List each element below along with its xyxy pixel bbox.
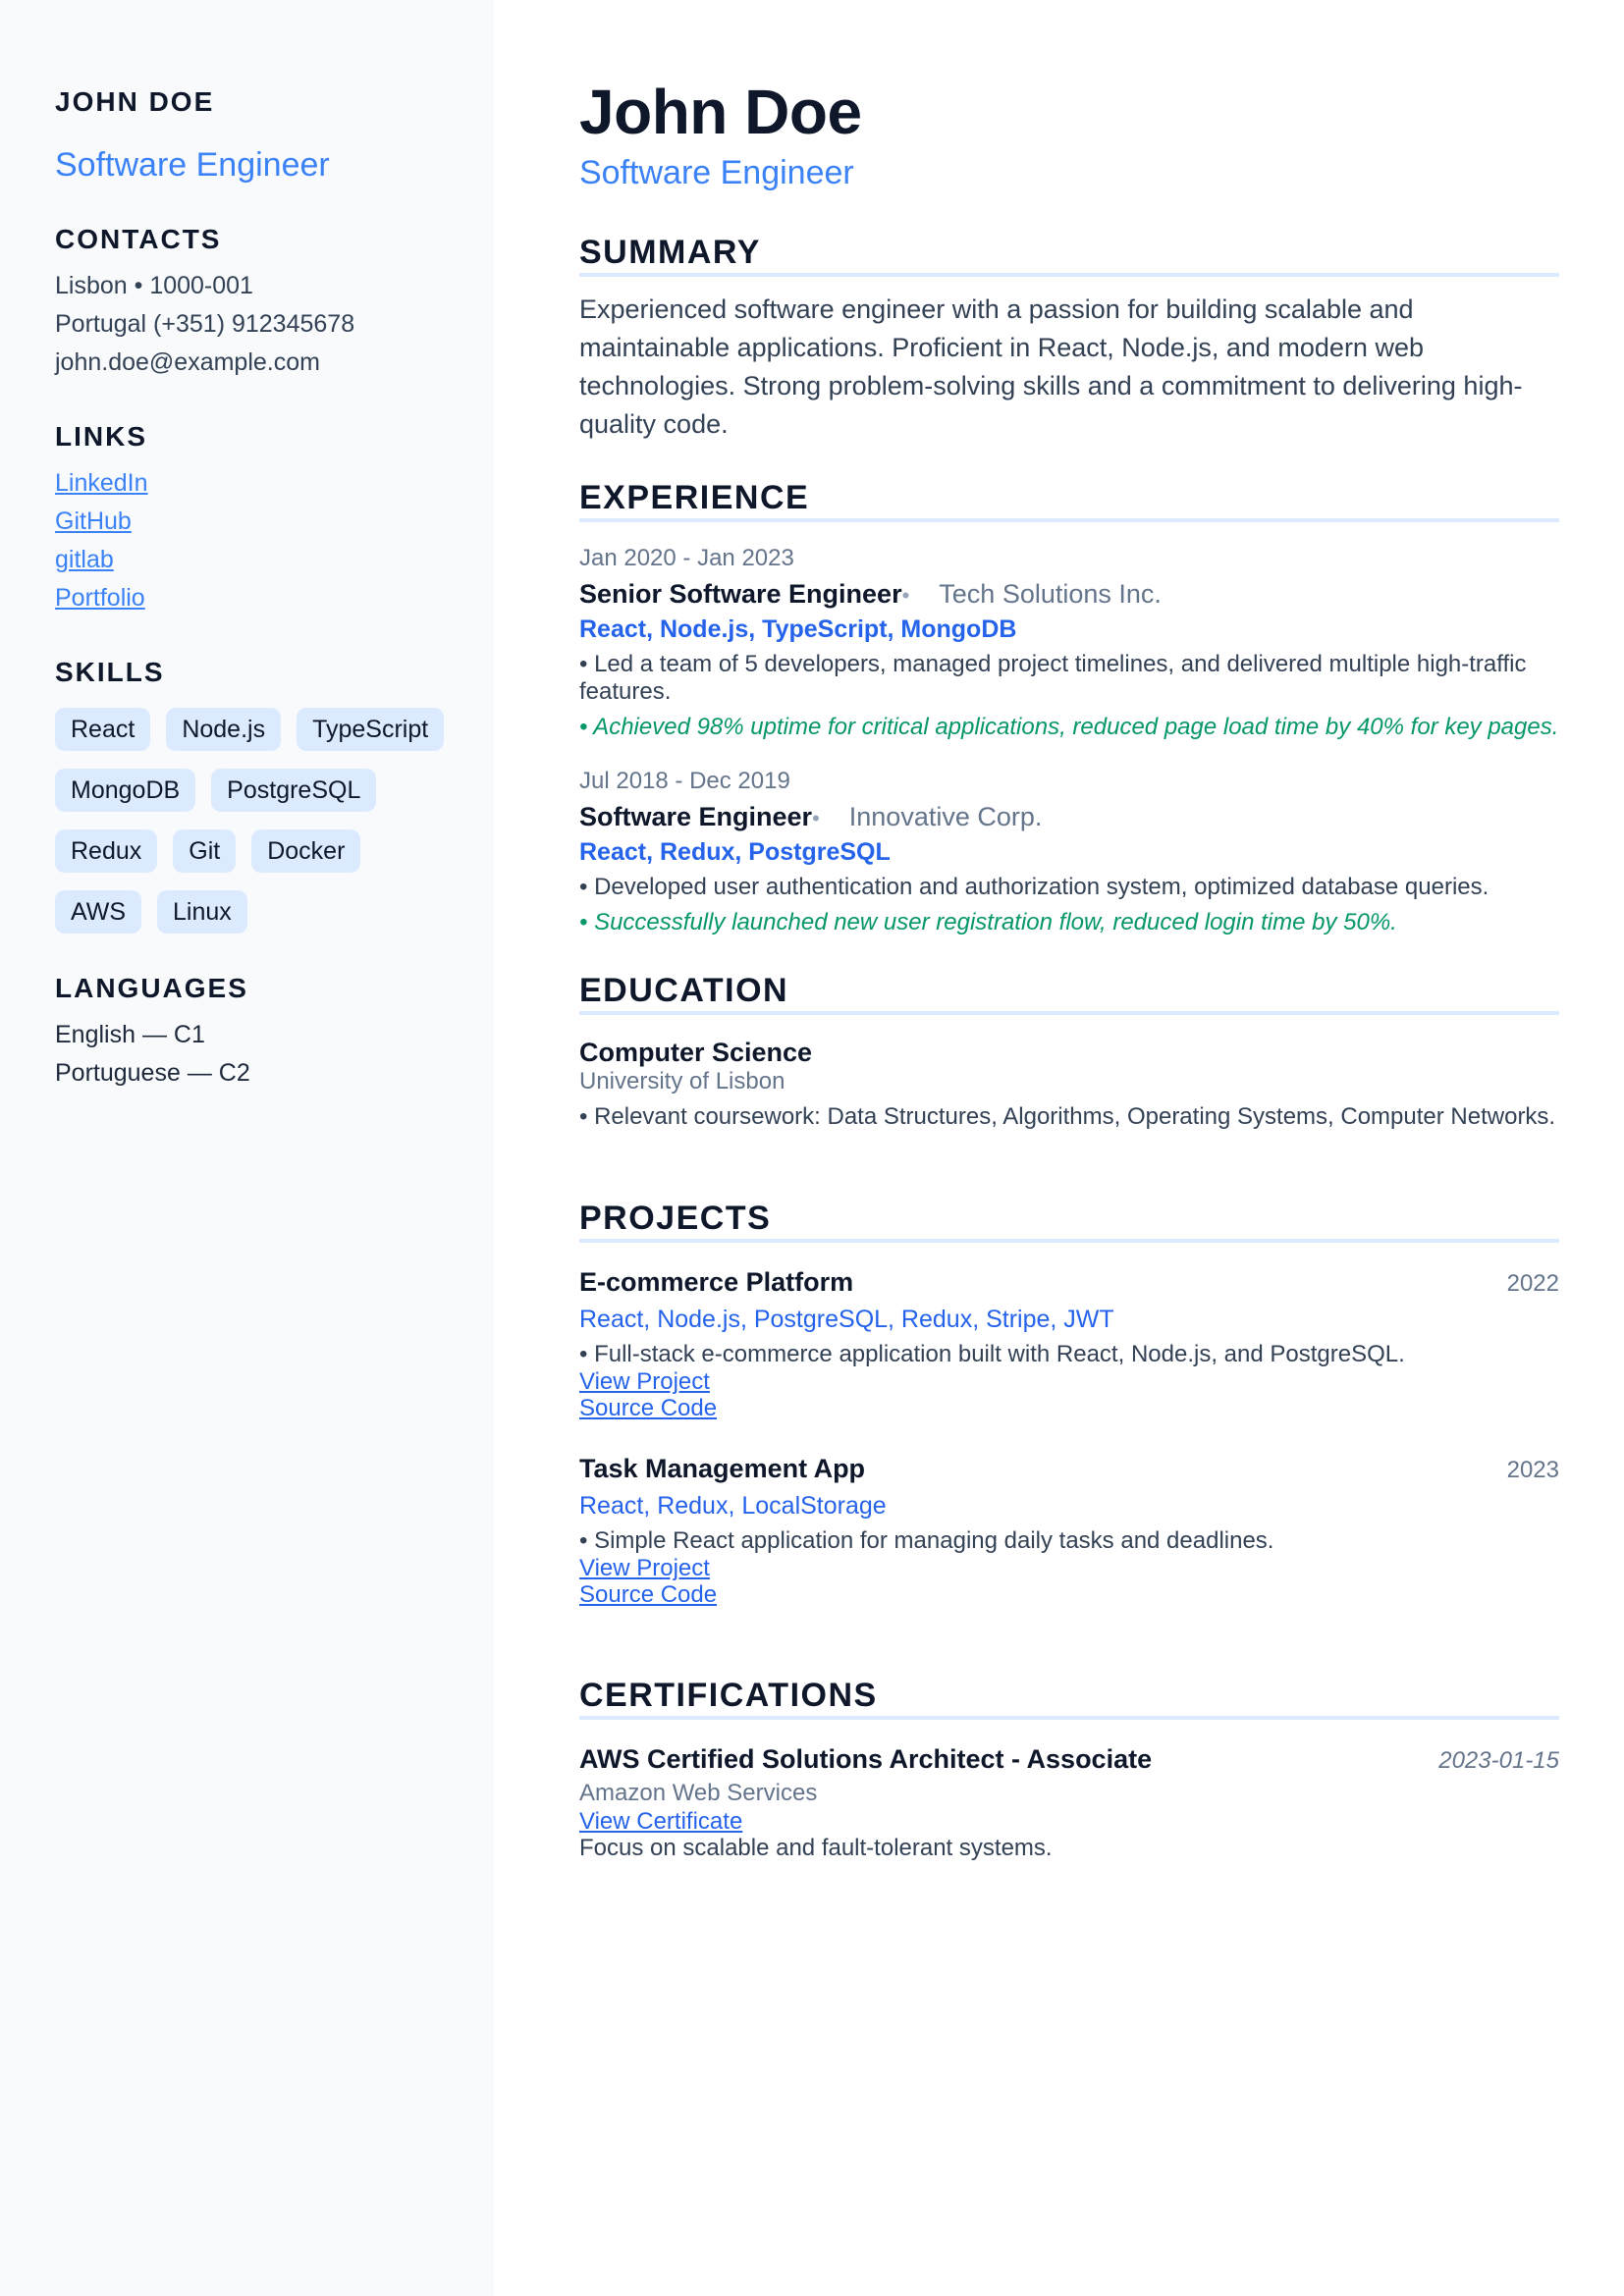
skill-tag: Linux <box>157 890 247 934</box>
contact-phone: Portugal (+351) 912345678 <box>55 310 355 338</box>
certification-entry <box>579 1741 1559 1862</box>
skill-tag: Node.js <box>166 708 281 751</box>
links-heading: LINKS <box>55 421 147 452</box>
project-tech: React, Redux, LocalStorage <box>579 1492 887 1520</box>
languages-heading: LANGUAGES <box>55 973 248 1003</box>
certification-date: 2023-01-15 <box>1438 1747 1559 1774</box>
job-dates: Jan 2020 - Jan 2023 <box>579 545 794 571</box>
languages-section <box>55 973 455 1093</box>
job-entry <box>579 544 1559 741</box>
contact-address: Lisbon • 1000-001 <box>55 272 253 299</box>
contacts-section <box>55 224 455 382</box>
view-project-link[interactable]: View Project <box>579 1368 710 1395</box>
education-school: University of Lisbon <box>579 1068 785 1095</box>
separator-dot: • <box>812 806 820 830</box>
summary-heading: SUMMARY <box>579 234 1559 277</box>
job-tech: React, Redux, PostgreSQL <box>579 838 891 866</box>
contacts-heading: CONTACTS <box>55 224 222 254</box>
job-role: Senior Software Engineer <box>579 579 902 609</box>
projects-heading: PROJECTS <box>579 1200 1559 1243</box>
job-bullet: • Developed user authentication and authorization system, optimized database queries. <box>579 874 1489 900</box>
job-title: Software Engineer <box>579 154 854 191</box>
education-bullet: • Relevant coursework: Data Structures, Algorithms, Operating Systems, Computer Networks. <box>579 1103 1556 1130</box>
page-title: John Doe <box>579 77 862 147</box>
experience-section <box>579 479 1559 936</box>
experience-heading: EXPERIENCE <box>579 479 1559 522</box>
certifications-heading: CERTIFICATIONS <box>579 1677 1559 1720</box>
main-content <box>494 0 1624 2296</box>
summary-section <box>579 234 1559 444</box>
project-bullet: • Simple React application for managing daily tasks and deadlines. <box>579 1527 1274 1554</box>
source-code-link[interactable]: Source Code <box>579 1581 718 1608</box>
project-bullet: • Full-stack e-commerce application built with React, Node.js, and PostgreSQL. <box>579 1341 1405 1367</box>
job-achievement: • Successfully launched new user registration flow, reduced login time by 50%. <box>579 909 1397 935</box>
projects-section <box>579 1200 1559 1608</box>
summary-text: Experienced software engineer with a passion for building scalable and maintainable applications. Proficient in React, Node.js, and modern web technologies. Strong problem-solving skills and a commitment to delivering high-quality code. <box>579 294 1523 439</box>
education-heading: EDUCATION <box>579 972 1559 1015</box>
sidebar-title: Software Engineer <box>55 146 330 184</box>
link-github[interactable]: GitHub <box>55 507 132 535</box>
skill-tag: React <box>55 708 150 751</box>
job-entry <box>579 767 1559 936</box>
project-year: 2023 <box>1506 1457 1559 1483</box>
job-company: Innovative Corp. <box>848 802 1043 831</box>
sidebar-name: JOHN DOE <box>55 86 215 117</box>
skill-tag: Docker <box>251 829 360 873</box>
job-achievement: • Achieved 98% uptime for critical applications, reduced page load time by 40% for key pages. <box>579 714 1559 740</box>
job-role: Software Engineer <box>579 802 813 831</box>
project-name: Task Management App <box>579 1454 866 1483</box>
skills-list <box>55 708 448 934</box>
skill-tag: AWS <box>55 890 141 934</box>
skills-section <box>55 657 455 934</box>
source-code-link[interactable]: Source Code <box>579 1395 718 1421</box>
skill-tag: MongoDB <box>55 769 195 812</box>
skill-tag: Redux <box>55 829 157 873</box>
education-degree: Computer Science <box>579 1038 813 1067</box>
skill-tag: PostgreSQL <box>211 769 376 812</box>
skills-heading: SKILLS <box>55 657 165 687</box>
job-bullet: • Led a team of 5 developers, managed project timelines, and delivered multiple high-traffic features. <box>579 651 1527 705</box>
certification-description: Focus on scalable and fault-tolerant systems. <box>579 1835 1053 1861</box>
project-entry <box>579 1264 1559 1421</box>
language-item: Portuguese — C2 <box>55 1059 250 1087</box>
job-dates: Jul 2018 - Dec 2019 <box>579 768 790 794</box>
skill-tag: TypeScript <box>297 708 444 751</box>
view-project-link[interactable]: View Project <box>579 1555 710 1581</box>
certifications-section <box>579 1677 1559 1862</box>
links-section <box>55 421 455 617</box>
project-name: E-commerce Platform <box>579 1267 854 1297</box>
project-year: 2022 <box>1506 1270 1559 1297</box>
link-gitlab[interactable]: gitlab <box>55 546 114 573</box>
job-tech: React, Node.js, TypeScript, MongoDB <box>579 615 1017 643</box>
education-section <box>579 972 1559 1131</box>
education-entry <box>579 1037 1559 1131</box>
certification-issuer: Amazon Web Services <box>579 1780 818 1806</box>
job-company: Tech Solutions Inc. <box>939 579 1162 609</box>
view-certificate-link[interactable]: View Certificate <box>579 1808 743 1835</box>
sidebar <box>0 0 494 2296</box>
link-portfolio[interactable]: Portfolio <box>55 584 145 612</box>
project-entry <box>579 1451 1559 1608</box>
link-linkedin[interactable]: LinkedIn <box>55 469 148 497</box>
contact-email: john.doe@example.com <box>55 348 320 376</box>
certification-name: AWS Certified Solutions Architect - Associate <box>579 1744 1153 1774</box>
language-item: English — C1 <box>55 1021 205 1048</box>
separator-dot: • <box>901 583 910 608</box>
skill-tag: Git <box>173 829 236 873</box>
project-tech: React, Node.js, PostgreSQL, Redux, Stripe, JWT <box>579 1306 1114 1333</box>
